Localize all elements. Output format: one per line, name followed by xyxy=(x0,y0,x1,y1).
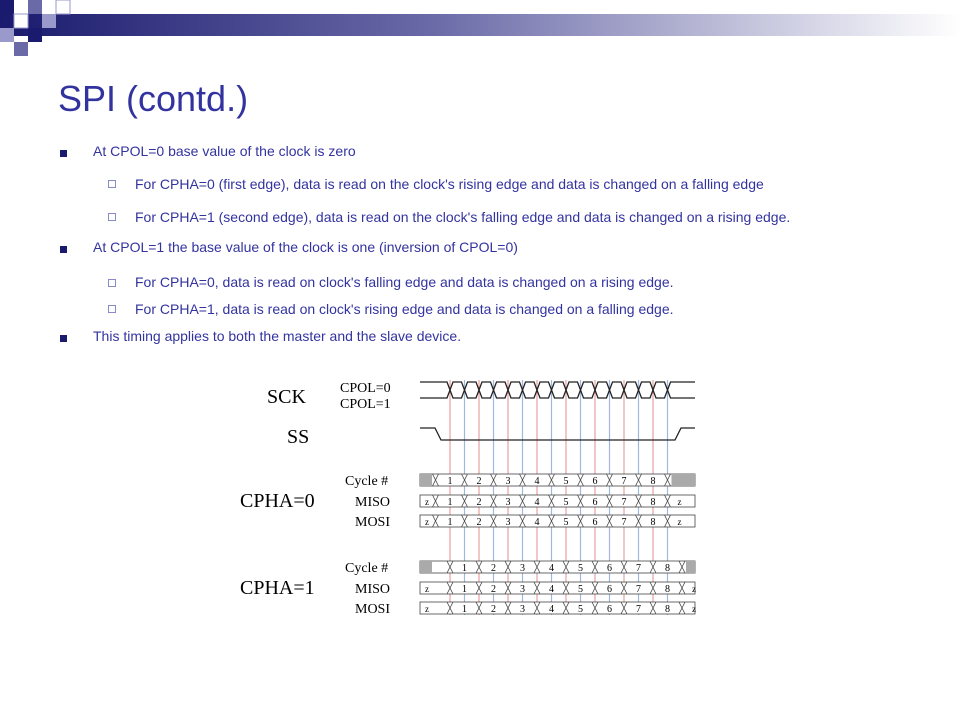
cpha0-cycle-idle-end xyxy=(672,474,696,486)
cpha0-mosi-hiz-end: z xyxy=(677,517,682,527)
cpha0-miso-cycle-number: 6 xyxy=(592,497,598,508)
cpha1-cycle-cycle-number: 2 xyxy=(491,563,496,574)
sub-bullet-marker xyxy=(108,213,116,221)
cpha1-mosi-cycle-number: 6 xyxy=(607,604,612,615)
sub-bullet-marker xyxy=(108,305,116,313)
cycle-label-cpha0: Cycle # xyxy=(345,474,389,489)
cpha0-cycle-cycle-number: 4 xyxy=(534,476,540,487)
cycle-label-cpha1: Cycle # xyxy=(345,561,389,576)
cpha0-mosi-cycle-number: 3 xyxy=(505,517,511,528)
cpha1-miso-cycle-number: 3 xyxy=(520,584,525,595)
cpha0-mosi-cycle-number: 7 xyxy=(621,517,627,528)
cpha1-miso-cycle-number: 6 xyxy=(607,584,612,595)
cpha0-miso-cycle-number: 4 xyxy=(534,497,540,508)
cpha0-label: CPHA=0 xyxy=(240,490,315,512)
cpha0-cycle-cycle-number: 5 xyxy=(563,476,569,487)
cpha0-miso-cycle-number: 7 xyxy=(621,497,627,508)
cpha0-cycle-cycle-number: 7 xyxy=(621,476,627,487)
cpha0-mosi-cycle-number: 2 xyxy=(476,517,482,528)
cpha0-mosi-cycle-number: 4 xyxy=(534,517,540,528)
bullet-marker xyxy=(60,246,67,253)
cpha1-cycle-cycle-number: 6 xyxy=(607,563,612,574)
sub-bullet-text: For CPHA=1, data is read on clock's rising edge and data is changed on a falling edge. xyxy=(135,301,674,317)
cpha1-mosi-hiz-start: z xyxy=(425,604,429,614)
cpha1-cycle-idle-end xyxy=(686,561,695,573)
cpha0-mosi-cycle-number: 1 xyxy=(447,517,453,528)
ss-waveform xyxy=(420,428,695,440)
sub-bullet-marker xyxy=(108,180,116,188)
cpha0-mosi-hiz-start: z xyxy=(425,517,429,527)
cpha1-mosi-cycle-number: 1 xyxy=(462,604,467,615)
miso-label-cpha1: MISO xyxy=(355,582,391,597)
cpha0-cycle-idle-start xyxy=(420,474,432,486)
sck-cpol1-waveform xyxy=(420,382,695,398)
cpha1-cycle-cycle-number: 8 xyxy=(665,563,670,574)
cpha0-cycle-cycle-number: 1 xyxy=(447,476,453,487)
cpha0-cycle-cycle-number: 6 xyxy=(592,476,598,487)
header-gradient-bar xyxy=(0,0,960,50)
sck-label: SCK xyxy=(267,386,306,408)
sub-bullet-marker xyxy=(108,279,116,287)
cpha0-cycle-cycle-number: 8 xyxy=(650,476,656,487)
cpha1-miso-cycle-number: 1 xyxy=(462,584,467,595)
cpha0-miso-hiz-end: z xyxy=(677,497,682,507)
cpha1-miso-hiz-start: z xyxy=(425,584,429,594)
sck-cpol0-waveform xyxy=(420,382,695,398)
cpha0-miso-cycle-number: 8 xyxy=(650,497,656,508)
cpha0-miso-cycle-number: 1 xyxy=(447,497,453,508)
cpha0-miso-cycle-number: 2 xyxy=(476,497,482,508)
page-title: SPI (contd.) xyxy=(58,78,249,119)
cpha1-mosi-hiz-end: z xyxy=(692,604,696,614)
cpha1-mosi-cycle-number: 4 xyxy=(549,604,554,615)
cpha1-cycle-cycle-number: 7 xyxy=(636,563,641,574)
cpha1-miso-cycle-number: 4 xyxy=(549,584,554,595)
cpha1-cycle-idle-start xyxy=(420,561,432,573)
cpha1-miso-cycle-number: 2 xyxy=(491,584,496,595)
header-squares-logo xyxy=(0,0,80,60)
bullet-marker xyxy=(60,335,67,342)
cpha0-mosi-cycle-number: 8 xyxy=(650,517,656,528)
cpha0-miso-cycle-number: 3 xyxy=(505,497,511,508)
mosi-label-cpha0: MOSI xyxy=(355,515,391,530)
cpha1-miso-hiz-end: z xyxy=(692,584,696,594)
cpha1-mosi-cycle-number: 5 xyxy=(578,604,583,615)
cpha1-mosi-cycle-number: 2 xyxy=(491,604,496,615)
ss-label: SS xyxy=(287,426,310,448)
cpha1-label: CPHA=1 xyxy=(240,577,315,599)
bullet-text: At CPOL=1 the base value of the clock is one (inversion of CPOL=0) xyxy=(93,239,518,255)
cpha0-cycle-cycle-number: 3 xyxy=(505,476,511,487)
sub-bullet-text: For CPHA=1 (second edge), data is read on the clock's falling edge and data is changed on a rising edge. xyxy=(135,209,791,225)
cpha1-mosi-cycle-number: 3 xyxy=(520,604,525,615)
bullet-text: At CPOL=0 base value of the clock is zero xyxy=(93,143,356,159)
spi-timing-diagram xyxy=(235,370,705,625)
bullet-marker xyxy=(60,150,67,157)
cpol1-label: CPOL=1 xyxy=(340,397,391,412)
cpha1-miso-cycle-number: 7 xyxy=(636,584,641,595)
cpha1-miso-cycle-number: 5 xyxy=(578,584,583,595)
cpha0-miso-cycle-number: 5 xyxy=(563,497,569,508)
cpha1-cycle-cycle-number: 3 xyxy=(520,563,525,574)
sub-bullet-text: For CPHA=0, data is read on clock's falling edge and data is changed on a rising edge. xyxy=(135,274,674,290)
cpha1-cycle-cycle-number: 1 xyxy=(462,563,467,574)
cpol0-label: CPOL=0 xyxy=(340,381,391,396)
cpha0-mosi-cycle-number: 5 xyxy=(563,517,569,528)
mosi-label-cpha1: MOSI xyxy=(355,602,391,617)
cpha1-mosi-cycle-number: 7 xyxy=(636,604,641,615)
cpha0-mosi-cycle-number: 6 xyxy=(592,517,598,528)
cpha1-cycle-cycle-number: 5 xyxy=(578,563,583,574)
cpha1-cycle-cycle-number: 4 xyxy=(549,563,554,574)
sub-bullet-text: For CPHA=0 (first edge), data is read on the clock's rising edge and data is changed on a falling edge xyxy=(135,176,764,192)
cpha1-miso-cycle-number: 8 xyxy=(665,584,670,595)
miso-label-cpha0: MISO xyxy=(355,495,391,510)
cpha1-mosi-cycle-number: 8 xyxy=(665,604,670,615)
bullet-text: This timing applies to both the master and the slave device. xyxy=(93,328,462,344)
cpha0-miso-hiz-start: z xyxy=(425,497,429,507)
cpha0-cycle-cycle-number: 2 xyxy=(476,476,482,487)
